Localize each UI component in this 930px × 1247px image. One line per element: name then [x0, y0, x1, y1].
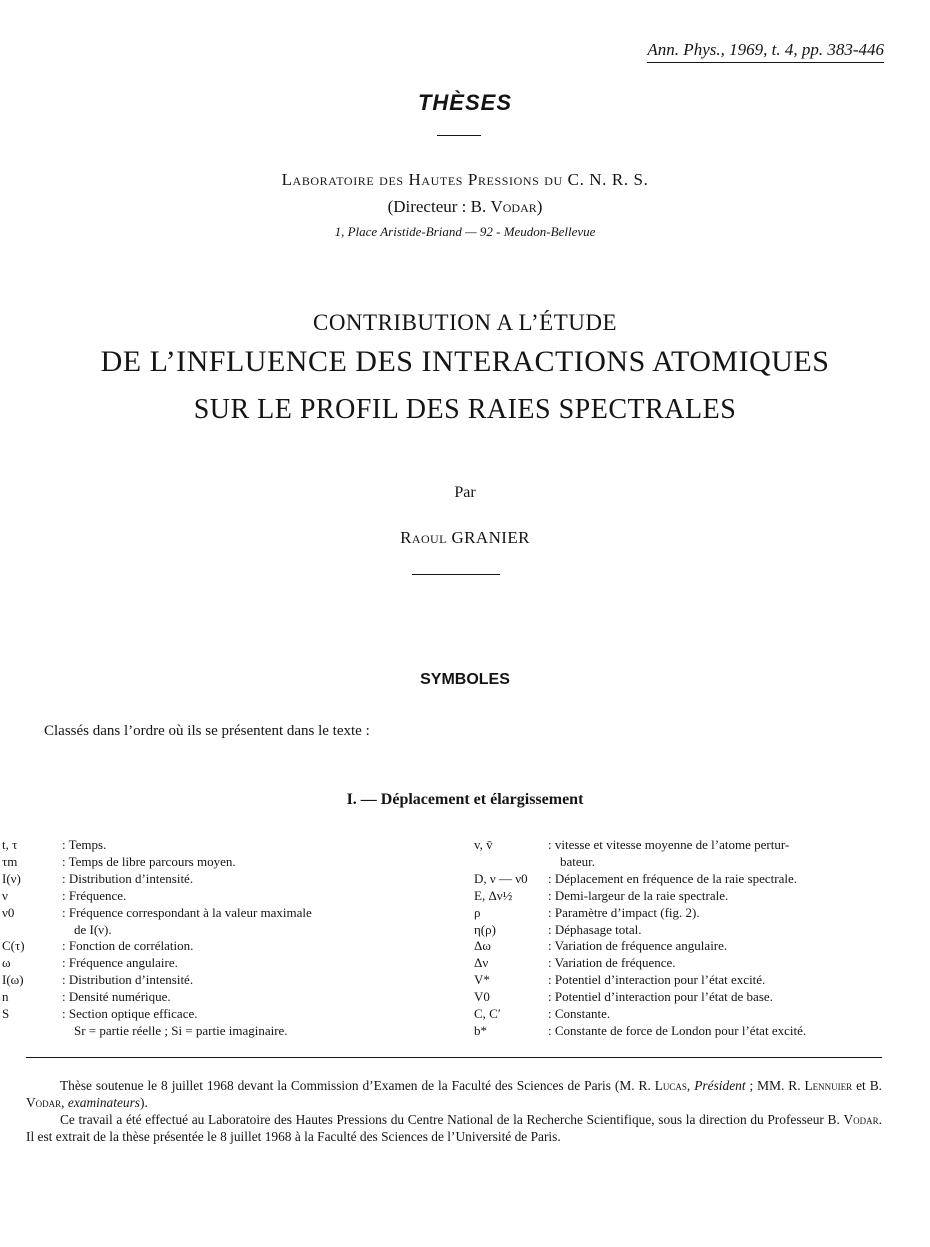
- symbol-row: [474, 854, 882, 871]
- byline-par: Par: [454, 484, 476, 501]
- symbol: I(ν): [2, 870, 21, 886]
- symbol: v, v̄: [474, 837, 493, 852]
- symbol: S: [2, 1006, 10, 1022]
- series-title: THÈSES: [417, 90, 513, 115]
- symbol-row: [2, 888, 432, 905]
- symbol-row: [2, 1023, 432, 1040]
- symbol-row: [474, 837, 882, 854]
- symbol-definition: : Fréquence correspondant à la valeur maximale: [62, 904, 312, 920]
- symbol-definition: : Variation de fréquence angulaire.: [548, 938, 728, 954]
- director-name: Vodar: [490, 197, 537, 216]
- symbol-definition: : Densité numérique.: [62, 989, 171, 1005]
- symbol-definition: : vitesse et vitesse moyenne de l’atome pertur-: [548, 837, 790, 852]
- symbols-heading: SYMBOLES: [420, 671, 510, 688]
- symbol-row: [2, 972, 432, 989]
- title-line-2: DE L’INFLUENCE DES INTERACTIONS ATOMIQUES: [100, 345, 830, 378]
- symbol-definition: : Déplacement en fréquence de la raie spectrale.: [548, 870, 798, 886]
- symbol: Δν: [474, 955, 489, 971]
- symbol-definition: : Fonction de corrélation.: [62, 938, 194, 954]
- symbol-row: [2, 837, 432, 854]
- symbol: ν: [2, 887, 8, 903]
- symbol: b*: [474, 1022, 487, 1038]
- symbol-definition: : Paramètre d’impact (fig. 2).: [548, 904, 700, 920]
- symbol-definition: : Fréquence angulaire.: [62, 955, 178, 971]
- title-line-3: SUR LE PROFIL DES RAIES SPECTRALES: [193, 394, 737, 425]
- symbol-definition: : Section optique efficace.: [62, 1006, 198, 1022]
- symbol-definition: bateur.: [560, 853, 596, 869]
- symbol: t, τ: [2, 837, 18, 852]
- laboratory-name: Laboratoire des Hautes Pressions du C. N. R. S.: [281, 170, 649, 189]
- symbol-definition: : Constante de force de London pour l’état excité.: [548, 1022, 807, 1038]
- symbol-row: [2, 955, 432, 972]
- symbol: [474, 854, 548, 871]
- symbol: I(ω): [2, 972, 24, 988]
- symbol: D, ν — ν0: [474, 870, 528, 886]
- symbol-definition: : Fréquence.: [62, 887, 127, 903]
- symbol: ν0: [2, 904, 15, 920]
- symbol-row: [474, 955, 882, 972]
- title-line-1: CONTRIBUTION A L’ÉTUDE: [312, 310, 618, 335]
- symbol-row: [474, 1023, 882, 1040]
- symbol: [2, 1023, 62, 1040]
- symbol: C, C′: [474, 1006, 501, 1022]
- symbol-row: [2, 854, 432, 871]
- symbol-definition: : Potentiel d’interaction pour l’état excité.: [548, 972, 766, 988]
- director-line: (Directeur : B. Vodar): [387, 197, 543, 216]
- symbol-definition: : Demi-largeur de la raie spectrale.: [548, 887, 729, 903]
- symbol-definition: de I(ν).: [74, 921, 112, 937]
- symbol-definition: : Distribution d’intensité.: [62, 972, 194, 988]
- symbol: η(ρ): [474, 921, 496, 937]
- symbols-intro: Classés dans l’ordre où ils se présentent dans le texte :: [44, 723, 370, 739]
- symbol-definition: : Temps.: [62, 837, 107, 852]
- symbol-row: [2, 922, 432, 939]
- symbol-row: [2, 938, 432, 955]
- symbol-definition: : Temps de libre parcours moyen.: [62, 853, 236, 869]
- symbol-row: [474, 888, 882, 905]
- author-name: Raoul GRANIER: [400, 528, 530, 547]
- symbol: ω: [2, 955, 11, 971]
- footnote: [26, 1077, 882, 1145]
- symbol: E, Δν½: [474, 887, 513, 903]
- symbol-definition: : Potentiel d’interaction pour l’état de base.: [548, 989, 773, 1005]
- symbols-left-column: [2, 837, 432, 1040]
- address: 1, Place Aristide-Briand — 92 - Meudon-Bellevue: [334, 224, 596, 239]
- footnote-paragraph-1: Thèse soutenue le 8 juillet 1968 devant la Commission d’Examen de la Faculté des Sciences de Paris (M. R. Lucas, Président ; MM. R. Lennuier et B. Vodar, examinateurs).: [26, 1078, 882, 1110]
- symbol-definition: : Constante.: [548, 1006, 611, 1022]
- symbol-row: [2, 989, 432, 1006]
- section-heading: I. — Déplacement et élargissement: [346, 791, 584, 808]
- symbol: [2, 922, 62, 939]
- symbol: Δω: [474, 938, 491, 954]
- symbol-row: [2, 905, 432, 922]
- series-divider: [437, 135, 481, 136]
- symbol-definition: : Distribution d’intensité.: [62, 870, 194, 886]
- footnote-paragraph-2: Ce travail a été effectué au Laboratoire des Hautes Pressions du Centre National de la Recherche Scientifique, sous la direction du Professeur B. Vodar. Il est extrait de la thèse présentée le 8 juillet 1968 à la Faculté des Sciences de l’Université de Paris.: [26, 1112, 882, 1144]
- footnote-divider: [26, 1057, 882, 1058]
- symbol: ρ: [474, 904, 481, 920]
- symbol-row: [474, 989, 882, 1006]
- symbol-definition: : Déphasage total.: [548, 921, 642, 937]
- symbol: C(τ): [2, 938, 25, 954]
- symbol-row: [2, 871, 432, 888]
- symbols-right-column: [474, 837, 882, 1040]
- symbol: V*: [474, 972, 490, 988]
- symbol-row: [2, 1006, 432, 1023]
- symbol-row: [474, 922, 882, 939]
- symbol-definition: Sr = partie réelle ; Si = partie imaginaire.: [74, 1022, 288, 1038]
- symbol: n: [2, 989, 9, 1005]
- symbol-row: [474, 938, 882, 955]
- author-divider: [412, 574, 500, 575]
- symbol-row: [474, 1006, 882, 1023]
- symbol: τm: [2, 853, 18, 869]
- symbol-definition: : Variation de fréquence.: [548, 955, 676, 971]
- journal-reference: Ann. Phys., 1969, t. 4, pp. 383-446: [647, 40, 884, 63]
- symbol-row: [474, 972, 882, 989]
- symbol-row: [474, 905, 882, 922]
- symbol-row: [474, 871, 882, 888]
- symbol: V0: [474, 989, 490, 1005]
